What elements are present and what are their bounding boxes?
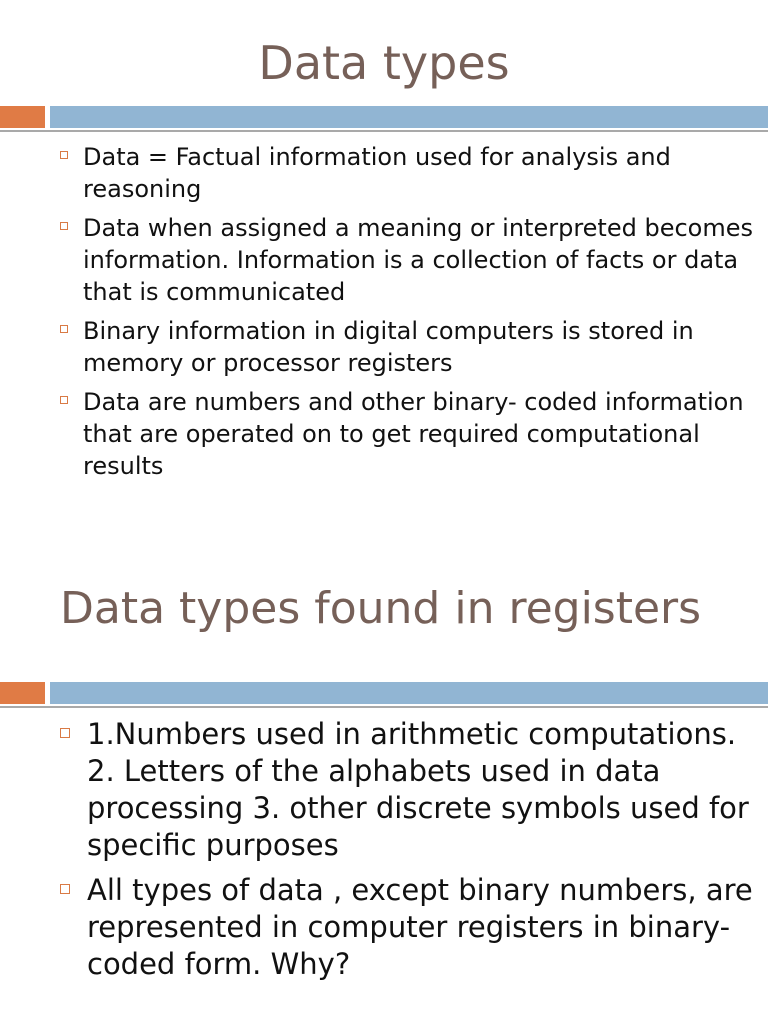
bullet-item [60,386,760,482]
hollow-square-bullet-icon [60,884,70,894]
slide-title: Data types [258,36,510,90]
bullet-item [60,315,760,379]
bullet-list [60,716,760,991]
title-divider [0,106,768,132]
bullet-text: Data = Factual information used for analysis and reasoning [83,143,671,203]
bullet-text: 1.Numbers used in arithmetic computations. 2. Letters of the alphabets used in data processing 3. other discrete symbols used for specific purposes [87,717,749,862]
hollow-square-bullet-icon [60,728,70,738]
hollow-square-bullet-icon [60,151,68,159]
title-divider [0,682,768,708]
hollow-square-bullet-icon [60,396,68,404]
divider-accent [0,682,45,704]
bullet-text: Data when assigned a meaning or interpreted becomes information. Information is a collection of facts or data that is communicated [83,214,753,306]
bullet-item [60,872,760,983]
bullet-text: All types of data , except binary numbers, are represented in computer registers in binary-coded form. Why? [87,873,753,981]
bullet-item [60,716,760,864]
bullet-list [60,141,760,489]
bullet-text: Data are numbers and other binary- coded information that are operated on to get required computational results [83,388,744,480]
divider-line [0,130,768,132]
divider-line [0,706,768,708]
bullet-item [60,212,760,308]
bullet-item [60,141,760,205]
divider-bar [50,682,768,704]
divider-bar [50,106,768,128]
slide-title: Data types found in registers [60,583,702,634]
hollow-square-bullet-icon [60,222,68,230]
bullet-text: Binary information in digital computers is stored in memory or processor registers [83,317,694,377]
hollow-square-bullet-icon [60,325,68,333]
slide-data-types-in-registers [0,512,768,1024]
divider-accent [0,106,45,128]
